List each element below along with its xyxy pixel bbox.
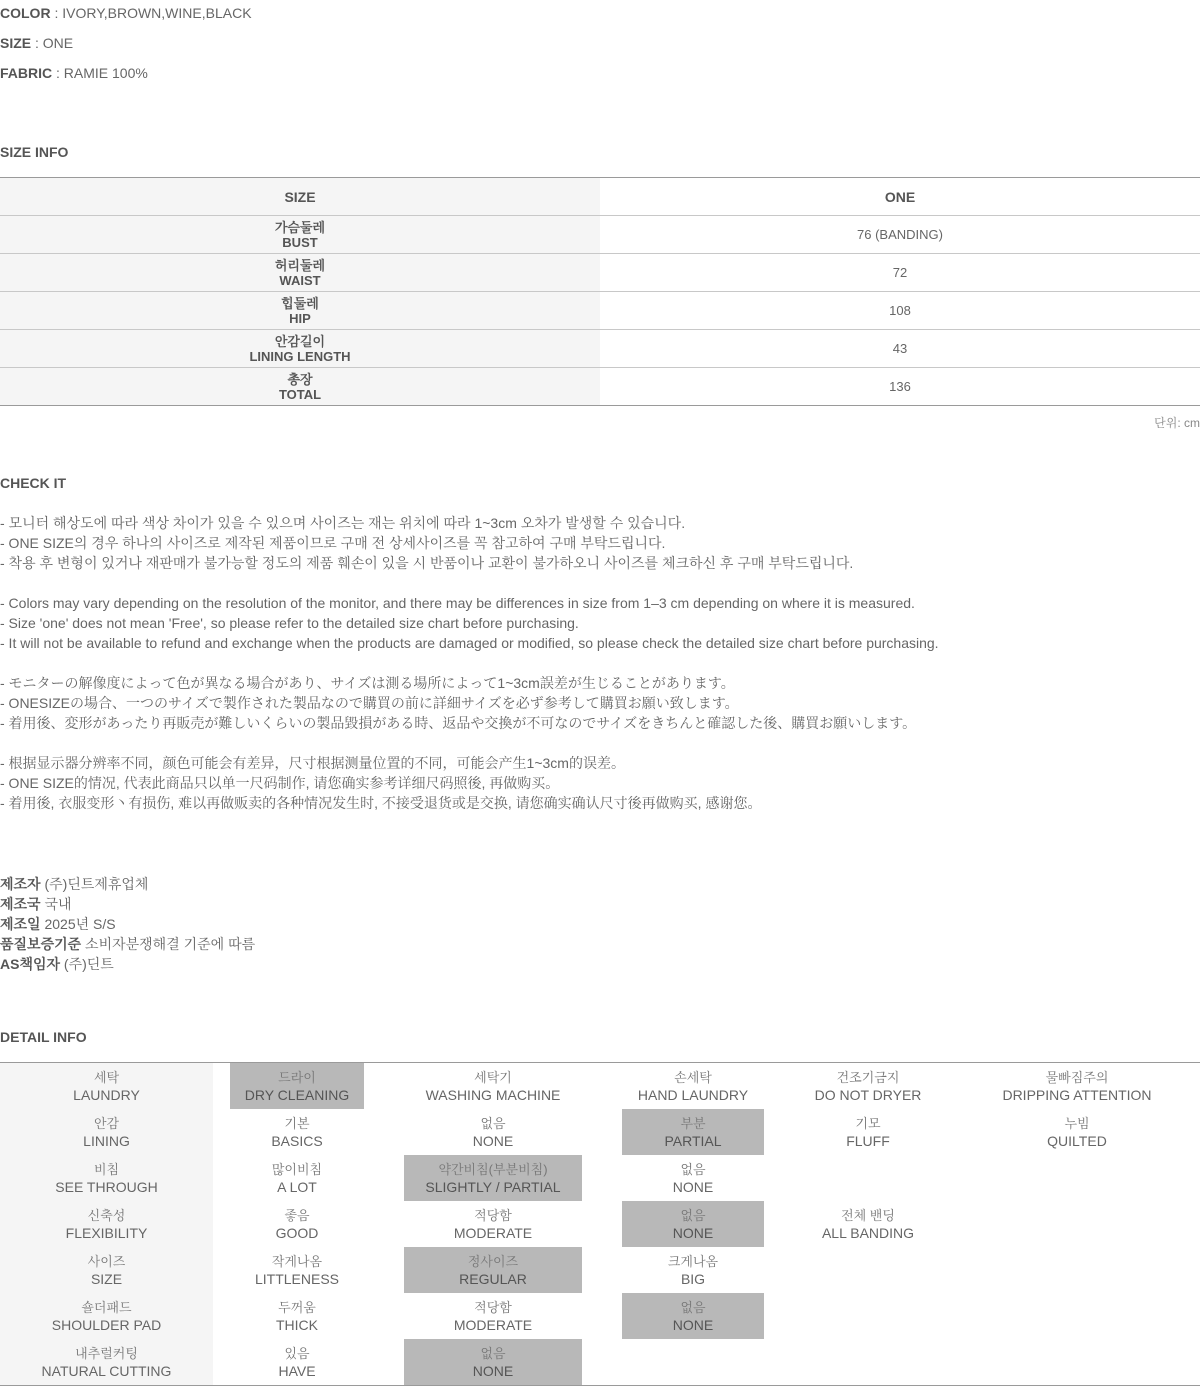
note-en-1: - Colors may vary depending on the resolution of the monitor, and there may be differences in size from 1–3 cm depending on where it is measured. [0,595,915,611]
detail-option-en: WASHING MACHINE [425,1086,561,1103]
fabric-value: : RAMIE 100% [52,65,148,81]
maker-row [0,935,255,955]
table-row [0,253,1200,291]
detail-option-ko: 기본 [284,1115,310,1131]
note-ko-1: - 모니터 해상도에 따라 색상 차이가 있을 수 있으며 사이즈는 재는 위치에 따라 1~3cm 오차가 발생할 수 있습니다. [0,515,686,531]
detail-row-label [0,1293,213,1339]
detail-option-selected [230,1063,364,1109]
detail-label-ko: 사이즈 [87,1253,126,1269]
detail-option [404,1201,582,1247]
detail-option [622,1155,764,1201]
detail-option-en: ALL BANDING [821,1224,915,1241]
note-zh-3: - 着用後, 衣服变形丶有损伤, 难以再做贩卖的各种情况发生时, 不接受退货或是交换, 请您确实确认尺寸後再做购买, 感谢您。 [0,795,762,811]
detail-option-en: QUILTED [1047,1132,1107,1149]
measure-label-cell [0,216,600,253]
measure-label-ko: 허리둘레 [274,257,326,273]
detail-option-en: NONE [472,1132,514,1149]
size-label: SIZE [0,35,32,51]
detail-option-ko: 기모 [855,1115,881,1131]
detail-option-ko: 있음 [284,1345,310,1361]
measure-label-ko: 안감길이 [274,333,326,349]
measure-value-cell [600,368,1200,405]
note-ko-2: - ONE SIZE의 경우 하나의 사이즈로 제작된 제품이므로 구매 전 상세사이즈를 꼭 참고하여 구매 부탁드립니다. [0,535,666,551]
detail-option-en: SLIGHTLY / PARTIAL [425,1178,561,1195]
detail-option [230,1339,364,1385]
measure-value-cell [600,330,1200,367]
note-ja-1: - モニターの解像度によって色が異なる場合があり、サイズは測る場所によって1~3cm誤差が生じることがあります。 [0,675,735,691]
detail-option-selected [404,1247,582,1293]
table-row [0,329,1200,367]
maker-info [0,875,255,975]
maker-label: 품질보증기준 [0,936,82,952]
table-row [0,291,1200,329]
maker-value: 국내 [40,896,72,912]
measure-label-ko: 가슴둘레 [274,219,326,235]
detail-info-title: DETAIL INFO [0,1029,87,1045]
size-spec [0,35,73,51]
unit-note: 단위: cm [1154,416,1200,430]
maker-value: (주)딘트제휴업체 [40,876,149,892]
note-ja-3: - 着用後、変形があったり再販売が難しいくらいの製品毀損がある時、返品や交換が不可なのでサイズをきちんと確認した後、購買お願いします。 [0,715,917,731]
size-table-header [0,178,1200,215]
detail-option [972,1109,1182,1155]
detail-option-en: A LOT [277,1178,317,1195]
measure-label-en: HIP [289,310,311,326]
note-zh-2: - ONE SIZE的情况, 代表此商品只以单一尺码制作, 请您确实参考详细尺码照後, 再做购买。 [0,775,560,791]
detail-option-en: REGULAR [459,1270,527,1287]
detail-option-en: NONE [472,1362,514,1379]
fabric-spec [0,65,148,81]
detail-option [230,1293,364,1339]
detail-option-en: HAND LAUNDRY [637,1086,749,1103]
detail-option-en: DO NOT DRYER [814,1086,922,1103]
detail-option [404,1063,582,1109]
detail-option-en: MODERATE [453,1224,533,1241]
color-label: COLOR [0,5,51,21]
detail-option-en: LITTLENESS [254,1270,340,1287]
note-en-2: - Size 'one' does not mean 'Free', so please refer to the detailed size chart before purchasing. [0,615,579,631]
detail-option-selected [622,1201,764,1247]
maker-label: AS책임자 [0,956,61,972]
measure-label-ko: 총장 [287,371,313,387]
detail-label-en: SHOULDER PAD [51,1316,162,1333]
measure-label-en: TOTAL [278,386,322,402]
detail-option-ko: 없음 [680,1161,706,1177]
detail-option-ko: 없음 [680,1207,706,1223]
detail-table [0,1062,1200,1386]
detail-option-en: NONE [672,1224,714,1241]
detail-label-ko: 내추럴커팅 [75,1345,138,1361]
measure-value: 136 [889,379,911,394]
detail-option-ko: 작게나옴 [271,1253,323,1269]
detail-option-en: DRIPPING ATTENTION [1002,1086,1152,1103]
detail-option-ko: 크게나옴 [667,1253,719,1269]
size-table [0,177,1200,406]
maker-row [0,875,255,895]
check-it-notes [0,514,1200,814]
color-spec [0,5,252,21]
size-header-cell [0,178,600,215]
maker-label: 제조일 [0,916,41,932]
detail-option-selected [622,1293,764,1339]
detail-option-ko: 정사이즈 [467,1253,519,1269]
measure-value: 108 [889,303,911,318]
maker-row [0,895,255,915]
detail-option [404,1293,582,1339]
measure-label-en: WAIST [279,272,321,288]
detail-option-ko: 두꺼움 [278,1299,316,1315]
maker-value: 2025년 S/S [40,916,116,932]
detail-option-ko: 없음 [480,1115,506,1131]
detail-option-ko: 손세탁 [674,1069,712,1085]
maker-label: 제조자 [0,876,41,892]
detail-option-ko: 많이비침 [271,1161,323,1177]
note-ja-2: - ONESIZEの場合、一つのサイズで製作された製品なので購買の前に詳細サイズを必ず参考して購買お願い致します。 [0,695,739,711]
measure-value-cell [600,254,1200,291]
detail-option-ko: 없음 [680,1299,706,1315]
detail-label-en: SEE THROUGH [55,1178,158,1195]
detail-option [622,1247,764,1293]
measure-label-ko: 힙둘레 [281,295,319,311]
detail-label-en: FLEXIBILITY [65,1224,148,1241]
detail-option-en: PARTIAL [664,1132,722,1149]
measure-label-en: LINING LENGTH [249,348,351,364]
detail-option-en: NONE [672,1178,714,1195]
spacer [0,574,1200,594]
detail-row-label [0,1155,213,1201]
detail-label-ko: 안감 [93,1115,120,1131]
detail-label-en: NATURAL CUTTING [41,1362,172,1379]
detail-option-en: HAVE [278,1362,316,1379]
maker-label: 제조국 [0,896,41,912]
detail-option-en: MODERATE [453,1316,533,1333]
detail-row-label [0,1201,213,1247]
measure-label-en: BUST [282,234,318,250]
size-value: : ONE [31,35,74,51]
detail-option [230,1155,364,1201]
detail-option [776,1201,960,1247]
note-en-3: - It will not be available to refund and exchange when the products are damaged or modified, so please check the detailed size chart before purchasing. [0,635,939,651]
detail-option [230,1109,364,1155]
detail-option-en: FLUFF [846,1132,890,1149]
note-ko-3: - 착용 후 변형이 있거나 재판매가 불가능할 정도의 제품 훼손이 있을 시 반품이나 교환이 불가하오니 사이즈를 체크하신 후 구매 부탁드립니다. [0,555,854,571]
detail-option-ko: 전체 밴딩 [841,1207,895,1223]
detail-label-en: LAUNDRY [73,1086,140,1103]
maker-value: (주)딘트 [60,956,114,972]
measure-label-cell [0,292,600,329]
detail-option-ko: 건조기금지 [836,1069,900,1085]
measure-label-cell [0,368,600,405]
measure-value-cell [600,216,1200,253]
detail-option [230,1201,364,1247]
maker-row [0,915,255,935]
color-value: : IVORY,BROWN,WINE,BLACK [50,5,252,21]
detail-option [622,1063,764,1109]
detail-label-ko: 세탁 [93,1069,120,1085]
detail-option [404,1109,582,1155]
detail-option-ko: 적당함 [474,1299,512,1315]
detail-option-en: BIG [680,1270,706,1287]
detail-option-ko: 없음 [480,1345,506,1361]
detail-option-en: DRY CLEANING [244,1086,350,1103]
detail-option-ko: 세탁기 [474,1069,512,1085]
detail-option-selected [622,1109,764,1155]
detail-option-ko: 누빔 [1064,1115,1090,1131]
detail-option-ko: 좋음 [284,1207,310,1223]
detail-row-label [0,1339,213,1385]
measure-value-cell [600,292,1200,329]
measure-label-cell [0,330,600,367]
detail-label-ko: 신축성 [87,1207,126,1223]
detail-option [230,1247,364,1293]
detail-option [972,1063,1182,1109]
spacer [0,654,1200,674]
maker-value: 소비자분쟁해결 기준에 따름 [81,936,256,952]
measure-label-cell [0,254,600,291]
detail-option-selected [404,1155,582,1201]
detail-row-label [0,1063,213,1109]
detail-option [776,1109,960,1155]
detail-option-en: NONE [672,1316,714,1333]
detail-row-label [0,1109,213,1155]
detail-row-label [0,1247,213,1293]
size-info-title: SIZE INFO [0,144,69,160]
detail-label-ko: 비침 [93,1161,120,1177]
detail-option-en: BASICS [271,1132,323,1149]
one-header-cell [600,178,1200,215]
detail-option-ko: 드라이 [278,1069,316,1085]
spacer [0,734,1200,754]
detail-label-ko: 숄더패드 [81,1299,132,1315]
measure-value: 76 (BANDING) [857,227,943,242]
table-row [0,215,1200,253]
measure-value: 72 [892,265,908,280]
detail-option-ko: 부분 [680,1115,706,1131]
note-zh-1: - 根据显示器分辨率不同，颜色可能会有差异，尺寸根据测量位置的不同，可能会产生1~3cm的误差。 [0,755,625,771]
detail-option-en: GOOD [275,1224,319,1241]
one-header-label: ONE [884,188,916,205]
detail-option-selected [404,1339,582,1385]
detail-option-ko: 적당함 [474,1207,512,1223]
table-row [0,367,1200,405]
measure-value: 43 [892,341,908,356]
maker-row [0,955,255,975]
detail-option-en: THICK [276,1316,318,1333]
detail-option-ko: 물빠짐주의 [1045,1069,1109,1085]
fabric-label: FABRIC [0,65,53,81]
size-header-label: SIZE [284,188,316,205]
detail-label-en: LINING [83,1132,130,1149]
check-it-title: CHECK IT [0,475,67,491]
detail-option-ko: 약간비침(부분비침) [438,1161,548,1177]
detail-option [776,1063,960,1109]
detail-label-en: SIZE [90,1270,123,1287]
